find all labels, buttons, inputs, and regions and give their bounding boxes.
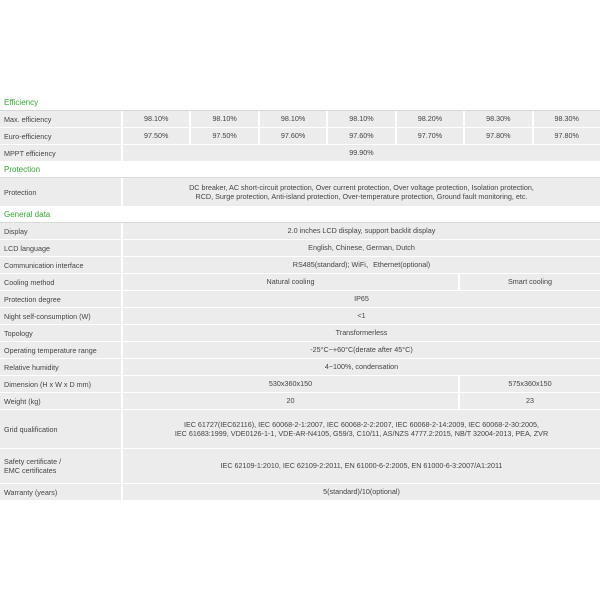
value-cell: 530x360x150 (123, 376, 458, 392)
value-cell: Transformerless (123, 325, 600, 341)
row-operating-temperature (0, 342, 600, 359)
section-header-efficiency: Efficiency (0, 95, 600, 111)
row-label: Relative humidity (0, 359, 121, 375)
row-display (0, 223, 600, 240)
value-cell: 98.30% (465, 111, 531, 127)
row-safety-certificate (0, 449, 600, 484)
value-cell (123, 178, 600, 206)
row-label: Display (0, 223, 121, 239)
value-cell: 98.10% (260, 111, 326, 127)
value-cell: Natural cooling (123, 274, 458, 290)
row-label: Warranty (years) (0, 484, 121, 500)
row-euro-efficiency (0, 128, 600, 145)
value-line: DC breaker, AC short-circuit protection, Over current protection, Over voltage protection, Isolation protection, (189, 182, 534, 192)
row-label: Grid qualification (0, 410, 121, 448)
row-night-self-consumption (0, 308, 600, 325)
row-topology (0, 325, 600, 342)
section-header-protection: Protection (0, 162, 600, 178)
row-label: Dimension (H x W x D mm) (0, 376, 121, 392)
value-cell: RS485(standard); WiFi、Ethernet(optional) (123, 257, 600, 273)
value-cell: 2.0 inches LCD display, support backlit display (123, 223, 600, 239)
row-label: Euro-efficiency (0, 128, 121, 144)
row-label: Operating temperature range (0, 342, 121, 358)
row-communication-interface (0, 257, 600, 274)
row-label: Protection (0, 178, 121, 206)
value-line: IEC 61727(IEC62116), IEC 60068-2-1:2007, IEC 60068-2-2:2007, IEC 60068-2-14:2009, IEC 60068-2-30:2005, (183, 419, 540, 429)
row-protection-degree (0, 291, 600, 308)
row-protection (0, 178, 600, 207)
row-lcd-language (0, 240, 600, 257)
row-max-efficiency (0, 111, 600, 128)
value-cell: 97.50% (123, 128, 189, 144)
value-cell: Smart cooling (460, 274, 600, 290)
row-label: MPPT efficiency (0, 145, 121, 161)
row-warranty (0, 484, 600, 501)
value-cell: 99.90% (123, 145, 600, 161)
row-relative-humidity (0, 359, 600, 376)
value-cell: 98.10% (123, 111, 189, 127)
value-line: RCD, Surge protection, Anti-island protection, Over-temperature protection, Ground fault monitoring, etc. (195, 192, 528, 201)
row-label: LCD language (0, 240, 121, 256)
value-cell: 97.60% (260, 128, 326, 144)
row-label: Protection degree (0, 291, 121, 307)
spec-sheet (0, 95, 600, 501)
row-label: Cooling method (0, 274, 121, 290)
value-cell: 97.50% (191, 128, 257, 144)
value-cell: 97.80% (534, 128, 600, 144)
row-label (0, 449, 121, 483)
row-label: Night self-consumption (W) (0, 308, 121, 324)
value-cell: 98.20% (397, 111, 463, 127)
value-cell: 575x360x150 (460, 376, 600, 392)
value-cell: 98.30% (534, 111, 600, 127)
row-mppt-efficiency (0, 145, 600, 162)
value-cell (123, 410, 600, 448)
value-cell: English, Chinese, German, Dutch (123, 240, 600, 256)
value-cell: 5(standard)/10(optional) (123, 484, 600, 500)
label-line: EMC certificates (4, 466, 57, 475)
value-cell: <1 (123, 308, 600, 324)
value-cell: 97.70% (397, 128, 463, 144)
row-label: Topology (0, 325, 121, 341)
value-cell: 98.10% (328, 111, 394, 127)
row-label: Weight (kg) (0, 393, 121, 409)
row-dimension (0, 376, 600, 393)
section-header-general-data: General data (0, 207, 600, 223)
value-cell: IP65 (123, 291, 600, 307)
value-line: IEC 61683:1999, VDE0126-1-1, VDE-AR-N4105, G59/3, C10/11, AS/NZS 4777.2:2015, NB/T 32004-2013, PEA, ZVR (174, 429, 549, 438)
value-cell: 23 (460, 393, 600, 409)
row-grid-qualification (0, 410, 600, 449)
value-cell: 98.10% (191, 111, 257, 127)
value-cell: -25°C~+60°C(derate after 45°C) (123, 342, 600, 358)
row-cooling-method (0, 274, 600, 291)
row-label: Max. efficiency (0, 111, 121, 127)
row-weight (0, 393, 600, 410)
value-cell: 20 (123, 393, 458, 409)
value-cell: 97.60% (328, 128, 394, 144)
value-cell: IEC 62109-1:2010, IEC 62109-2:2011, EN 61000-6-2:2005, EN 61000-6-3:2007/A1:2011 (123, 449, 600, 483)
value-cell: 97.80% (465, 128, 531, 144)
label-line: Safety certificate / (4, 457, 62, 466)
row-label: Communication interface (0, 257, 121, 273)
value-cell: 4~100%, condensation (123, 359, 600, 375)
